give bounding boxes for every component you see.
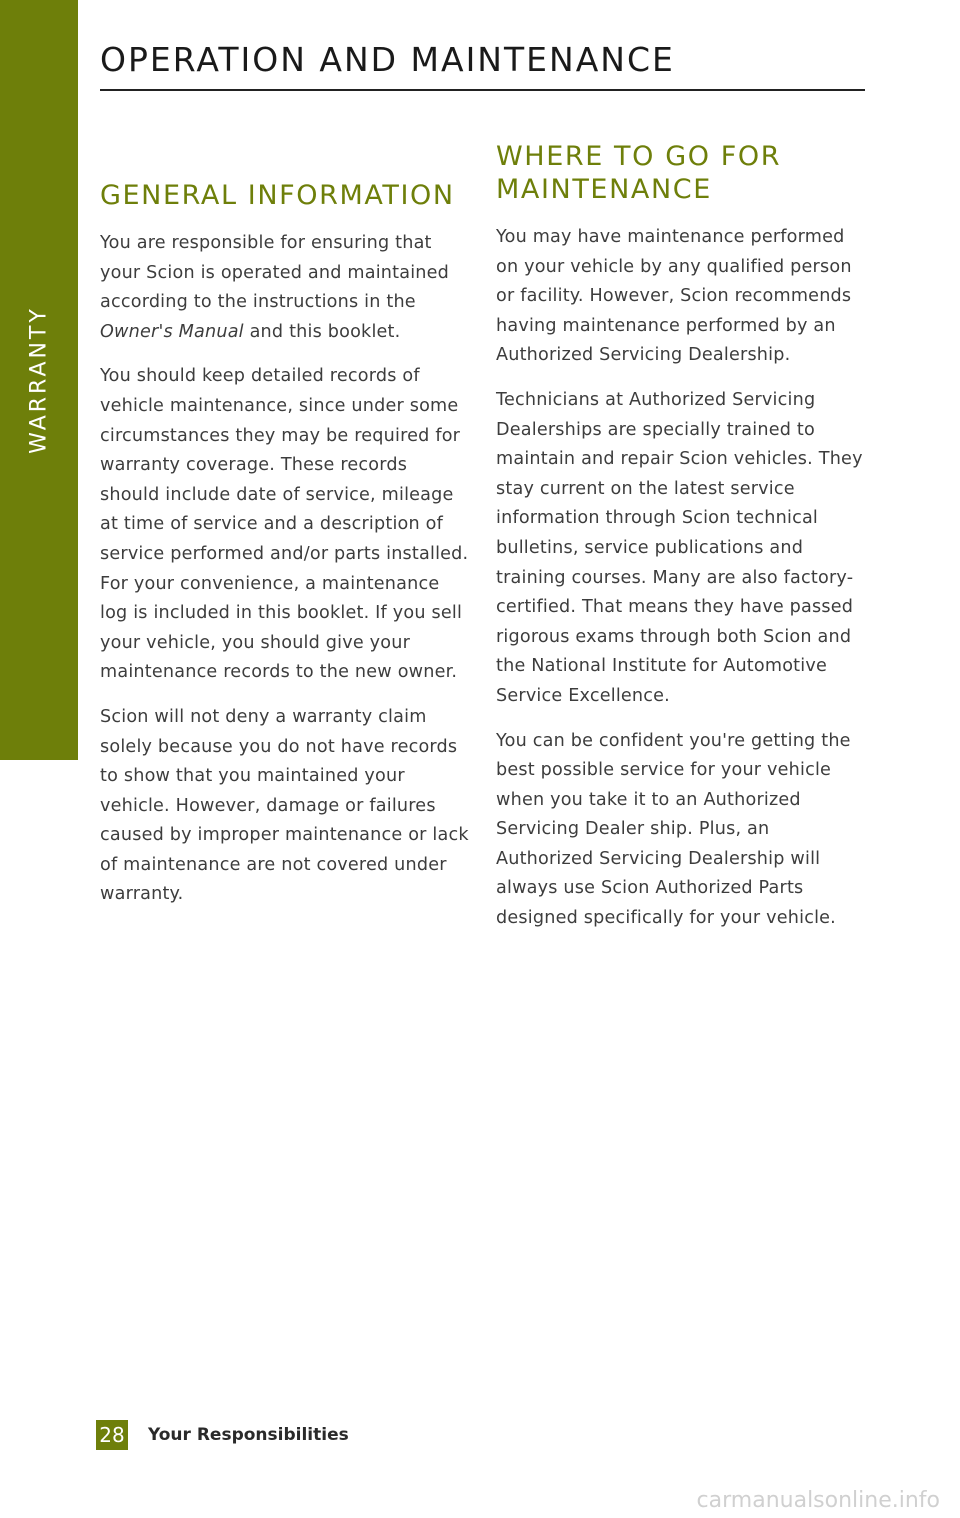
general-info-paragraph-3: Scion will not deny a warranty claim solely because you do not have records to show that you maintained your vehicle. However, damage or failures caused by improper maintenance or lack of maintenance are not covered under warranty. [100,706,469,905]
title-divider [100,89,865,91]
where-to-go-paragraph-2: Technicians at Authorized Servicing Dealerships are specially trained to maintain and repair Scion vehicles. They stay current on the latest service information through Scion technical bulletins, service publications and training courses. Many are also factory-certified. That means they have passed rigorous exams through both Scion and the National Institute for Automotive Service Excellence. [496,389,863,706]
right-column [496,140,866,949]
paragraph-text: You are responsible for ensuring that your Scion is operated and maintained according to the instructions in the [100,233,450,313]
where-to-go-paragraph-1: You may have maintenance performed on your vehicle by any qualified person or facility. However, Scion recommends having maintenance performed by an Authorized Servicing Dealership. [496,227,852,366]
where-to-go-heading: WHERE TO GO FOR MAINTENANCE [496,141,782,205]
general-info-paragraph-2: You should keep detailed records of vehicle maintenance, since under some circumstances they may be required for warranty coverage. These records should include date of service, mileage at time of service and a description of service performed and/or parts installed. For your convenience, a maintenance log is included in this booklet. If you sell your vehicle, you should give your maintenance records to the new owner. [100,366,469,683]
side-tab-label: WARRANTY [26,306,52,454]
page-number-badge: 28 [96,1420,128,1450]
left-column [100,140,472,925]
where-to-go-paragraph-3: You can be confident you're getting the best possible service for your vehicle when you take it to an Authorized Servicing Dealer ship. Plus, an Authorized Servicing Dealership will always use Scion Authorized Parts designed specifically for your vehicle. [496,730,851,929]
general-info-paragraph-1 [100,229,472,347]
watermark: carmanualsonline.info [696,1488,940,1513]
footer-section-title: Your Responsibilities [148,1425,349,1445]
general-information-heading: GENERAL INFORMATION [100,180,455,211]
owners-manual-title: Owner's Manual [100,321,244,342]
page-title: OPERATION AND MAINTENANCE [100,40,675,79]
warranty-side-tab [0,0,78,760]
paragraph-text: and this booklet. [243,321,401,342]
